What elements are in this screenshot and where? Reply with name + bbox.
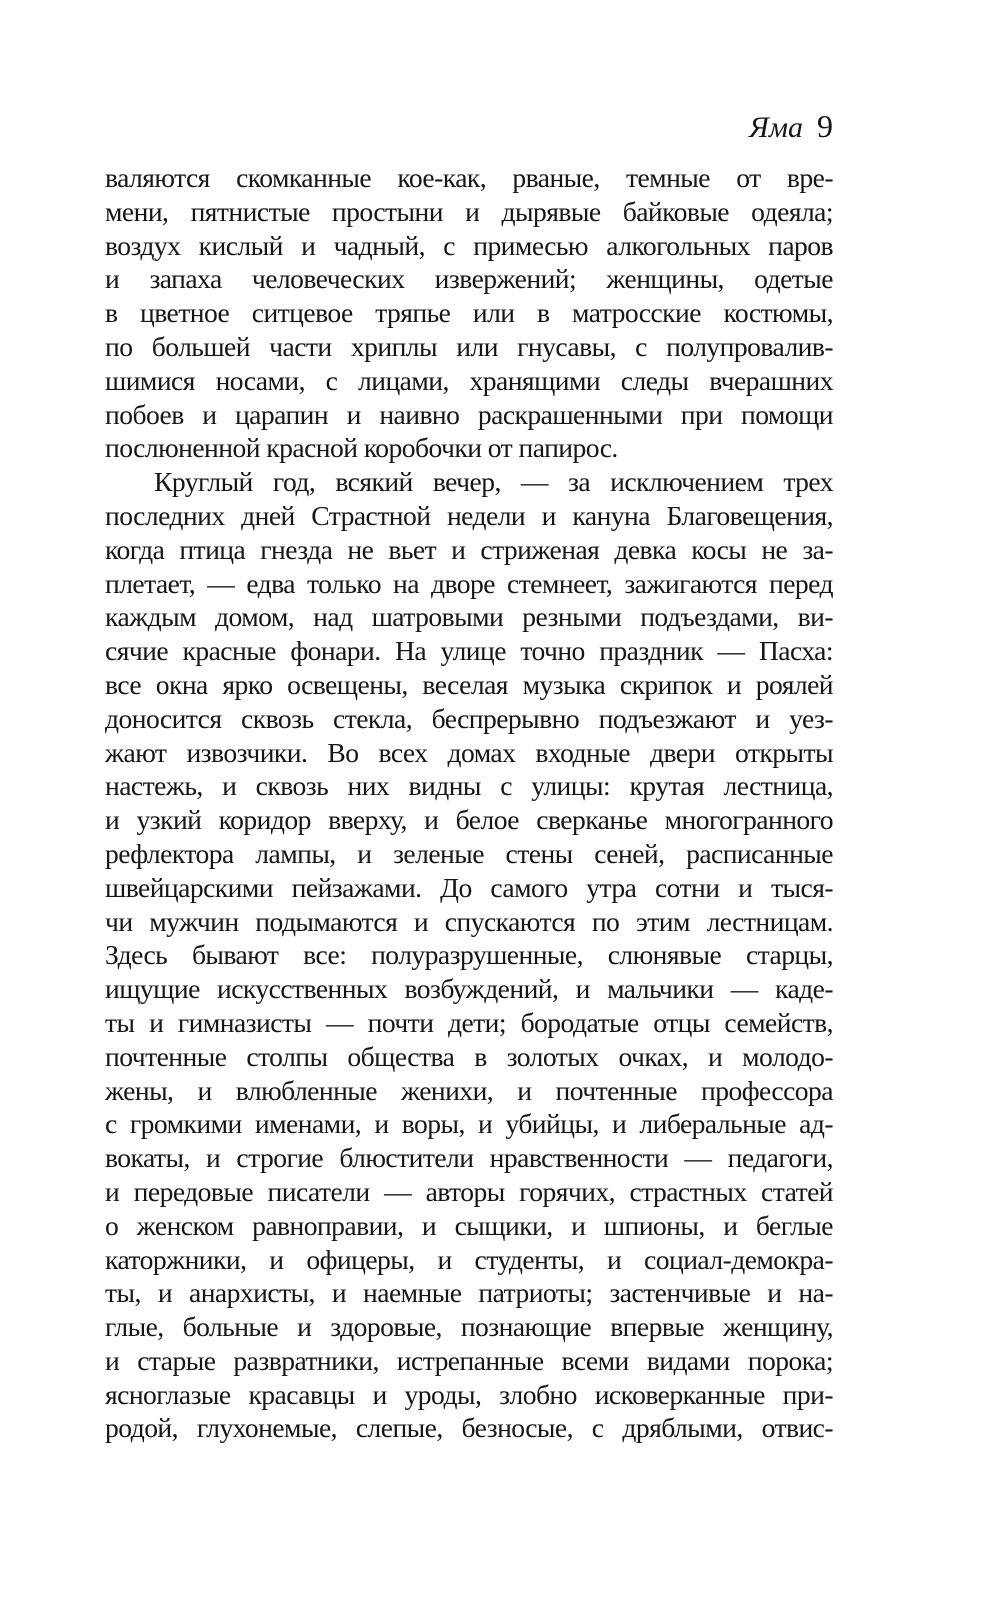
text-line: настежь, и сквозь них видны с улицы: крутая лестница, [105, 770, 833, 802]
text-line: жены, и влюбленные женихи, и почтенные профессора [105, 1074, 833, 1106]
text-line: вокаты, и строгие блюстители нравственности — педагоги, [105, 1142, 833, 1174]
text-line: и передовые писатели — авторы горячих, страстных статей [105, 1175, 833, 1207]
text-line: с громкими именами, и воры, и убийцы, и либеральные ад- [105, 1108, 833, 1140]
text-line: и запаха человеческих извержений; женщины, одетые [105, 263, 833, 295]
text-line: побоев и царапин и наивно раскрашенными при помощи [105, 398, 833, 430]
text-line: послюненной красной коробочки от папирос. [105, 432, 618, 464]
text-line: чи мужчин подымаются и спускаются по этим лестницам. [105, 905, 833, 937]
text-line: и узкий коридор вверху, и белое сверканье многогранного [105, 804, 833, 836]
text-line: валяются скомканные кое-как, рваные, темные от вре- [105, 162, 833, 193]
text-line: воздух кислый и чадный, с примесью алкогольных паров [105, 229, 833, 261]
text-line: рефлектора лампы, и зеленые стены сеней, расписанные [105, 837, 833, 869]
text-line: по большей части хриплы или гнусавы, с полупровалив- [105, 330, 833, 362]
text-line: каждым домом, над шатровыми резными подъездами, ви- [105, 601, 833, 633]
text-line: родой, глухонемые, слепые, безносые, с дряблыми, отвис- [105, 1412, 833, 1444]
running-head-title: Яма [749, 111, 803, 144]
text-line: плетает, — едва только на дворе стемнеет, зажигаются перед [105, 567, 833, 599]
text-line: жают извозчики. Во всех домах входные двери открыты [105, 736, 833, 768]
text-line: ты и гимназисты — почти дети; бородатые отцы семейств, [105, 1006, 833, 1038]
text-line: Здесь бывают все: полуразрушенные, слюнявые старцы, [105, 939, 833, 971]
text-line: почтенные столпы общества в золотых очках, и молодо- [105, 1040, 833, 1072]
text-line: ясноглазые красавцы и уроды, злобно исковерканные при- [105, 1378, 833, 1410]
text-line: глые, больные и здоровые, познающие впервые женщину, [105, 1311, 833, 1343]
text-line: в цветное ситцевое тряпье или в матросские костюмы, [105, 297, 833, 329]
text-line: сячие красные фонари. На улице точно праздник — Пасха: [105, 635, 833, 667]
text-line: швейцарскими пейзажами. До самого утра сотни и тыся- [105, 871, 833, 903]
text-line: все окна ярко освещены, веселая музыка скрипок и роялей [105, 668, 833, 700]
page-number: 9 [817, 108, 833, 144]
text-line: когда птица гнезда не вьет и стриженая девка косы не за- [105, 533, 833, 565]
paragraph [105, 161, 833, 465]
text-line: Круглый год, всякий вечер, — за исключением трех [154, 466, 833, 498]
text-line: каторжники, и офицеры, и студенты, и социал-демокра- [105, 1243, 833, 1275]
body-text [105, 161, 833, 1445]
text-line: ты, и анархисты, и наемные патриоты; застенчивые и на- [105, 1277, 833, 1309]
paragraph [105, 465, 833, 1445]
text-line: ищущие искусственных возбуждений, и мальчики — каде- [105, 973, 833, 1005]
text-line: шимися носами, с лицами, хранящими следы вчерашних [105, 364, 833, 396]
running-head [105, 106, 833, 148]
text-line: последних дней Страстной недели и кануна Благовещения, [105, 499, 833, 531]
text-line: мени, пятнистые простыни и дырявые байковые одеяла; [105, 195, 833, 227]
text-line: о женском равноправии, и сыщики, и шпионы, и беглые [105, 1209, 833, 1241]
text-line: доносится сквозь стекла, беспрерывно подъезжают и уез- [105, 702, 833, 734]
text-line: и старые развратники, истрепанные всеми видами порока; [105, 1344, 833, 1376]
